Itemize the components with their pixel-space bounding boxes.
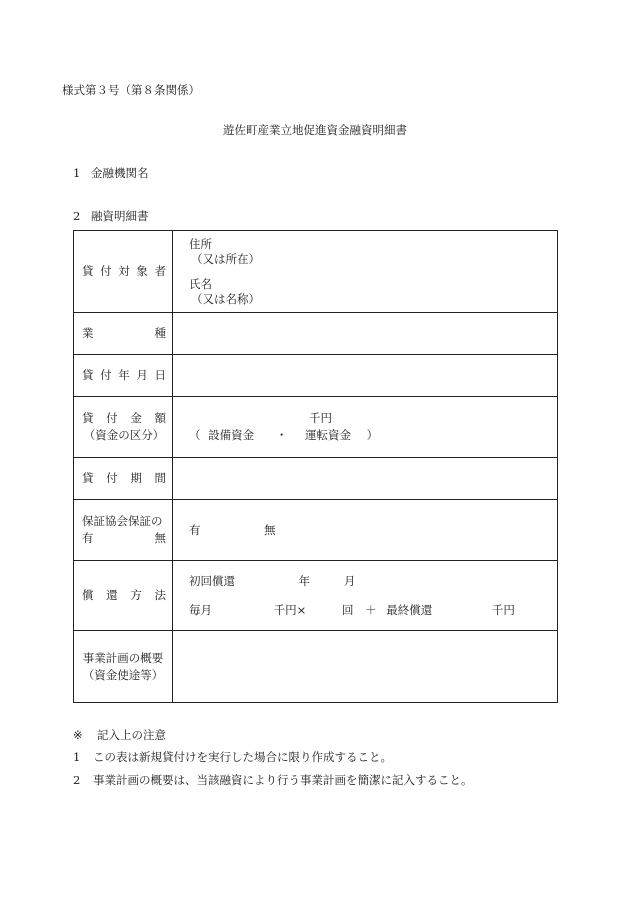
repayment-field[interactable] [173,561,558,631]
char: 付 [106,411,118,425]
loan-period-field[interactable] [173,458,558,500]
section-loan-details [73,208,149,224]
final-repayment-label: 最終償還 [386,602,433,617]
open-paren: （ [189,428,201,442]
first-repayment-line [189,573,557,590]
guarantee-label-line1: 保証協会保証の [82,514,163,528]
fund-usage-label: （資金使途等） [82,667,164,682]
char: 日 [154,368,166,382]
name-label: 氏名 [189,276,212,291]
guarantee-label-line2 [82,530,166,547]
fund-category-label: （資金の区分） [83,428,165,442]
borrower-label [74,263,172,280]
first-repayment-label: 初回償還 [189,573,235,588]
row-borrower [74,231,558,313]
char: 貸 [82,411,94,425]
row-industry [74,313,558,355]
year-unit: 年 [298,573,311,588]
char: 種 [154,326,166,340]
loan-amount-field[interactable] [173,397,558,458]
close-paren: ） [366,428,379,442]
times-unit: 回 [341,602,354,617]
loan-details-table [73,230,558,703]
char: 無 [154,531,166,545]
row-loan-period [74,458,558,500]
note-text: この表は新規貸付けを実行した場合に限り作成すること。 [93,750,392,764]
char: 貸 [82,471,94,485]
char: 償 [82,588,94,602]
note-number: 1 [73,750,81,764]
row-loan-date [74,355,558,397]
document-title: 遊佐町産業立地促進資金融資明細書 [223,123,407,137]
char: 金 [130,411,142,425]
char: 法 [154,588,166,602]
guarantee-field[interactable] [173,500,558,561]
char: 期 [130,471,142,485]
char: 付 [106,471,118,485]
form-number-label: 様式第３号（第８条関係） [62,83,200,97]
thousand-yen-unit: 千円 [491,602,515,617]
char: 付 [100,368,112,382]
notes-heading [73,727,166,743]
char: 貸 [82,264,94,278]
loan-date-field[interactable] [173,355,558,397]
industry-field[interactable] [173,313,558,355]
section-number: 2 [73,209,81,223]
section-label: 融資明細書 [91,209,149,223]
row-guarantee [74,500,558,561]
option-operating-fund[interactable]: 運転資金 [304,428,351,442]
char: 額 [154,411,166,425]
plus-sign: ＋ [365,602,377,617]
business-plan-label: 事業計画の概要 [82,650,164,665]
monthly-repayment-line [189,602,557,619]
char: 還 [106,588,118,602]
month-unit: 月 [343,573,356,588]
loan-amount-label [82,410,166,427]
char: 付 [100,264,112,278]
section-number: 1 [73,166,81,180]
repayment-label [74,587,172,604]
monthly-label: 毎月 [189,602,212,617]
thousand-yen-times: 千円× [273,602,307,617]
option-no[interactable]: 無 [264,522,276,537]
char: 業 [82,326,94,340]
row-business-plan [74,631,558,703]
char: 有 [82,531,94,545]
separator-dot: ・ [275,428,288,442]
option-yes[interactable]: 有 [189,522,201,537]
notes-heading-label: 記入上の注意 [97,728,166,742]
unit-thousand-yen: 千円 [309,411,332,425]
business-plan-field[interactable] [173,631,558,703]
loan-period-label [74,470,172,487]
section-label: 金融機関名 [91,166,149,180]
fund-type-options [189,427,557,444]
industry-label [74,325,172,342]
char: 月 [136,368,148,382]
note-number: 2 [73,773,81,787]
char: 間 [154,471,166,485]
char: 年 [118,368,130,382]
char: 者 [154,264,166,278]
address-alt-label: （又は所在） [191,251,260,266]
name-alt-label: （又は名称） [191,291,260,306]
loan-date-label [74,367,172,384]
row-repayment [74,561,558,631]
note-mark: ※ [73,728,83,742]
char: 対 [118,264,130,278]
borrower-field[interactable] [173,231,558,313]
address-label: 住所 [189,236,212,251]
row-loan-amount [74,397,558,458]
option-equipment-fund[interactable]: 設備資金 [208,428,255,442]
note-item [73,749,392,765]
section-bank-name [73,165,149,181]
note-item [73,772,473,788]
char: 方 [130,588,142,602]
char: 貸 [82,368,94,382]
char: 象 [136,264,148,278]
note-text: 事業計画の概要は、当該融資により行う事業計画を簡潔に記入すること。 [93,773,473,787]
